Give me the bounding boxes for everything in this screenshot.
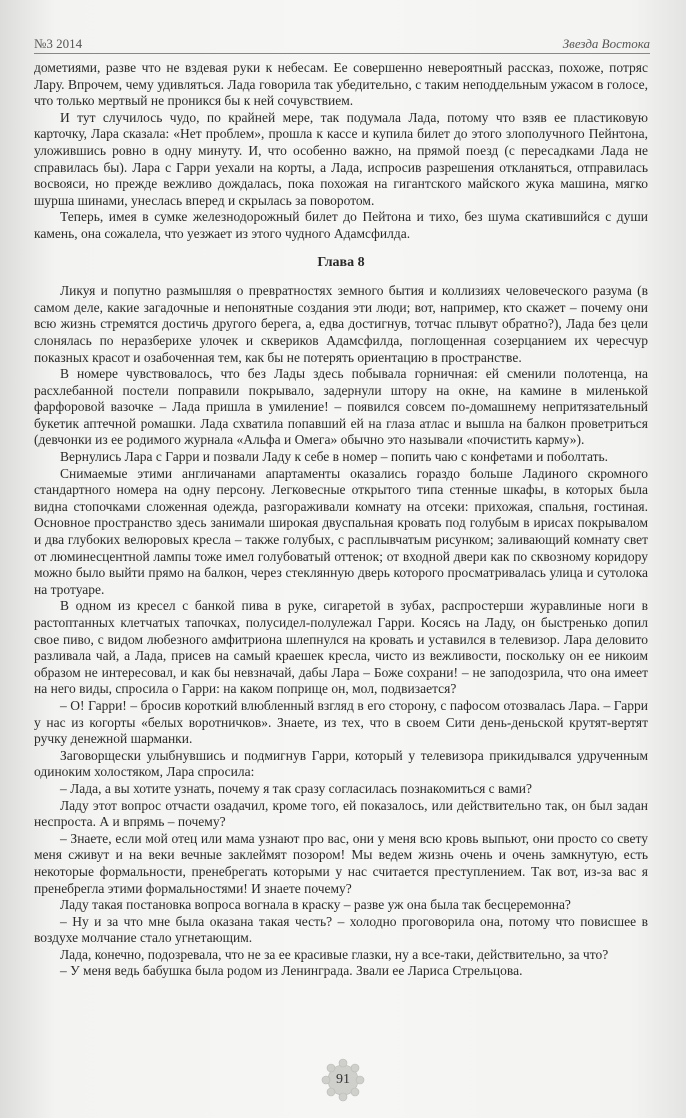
paragraph: Ладу этот вопрос отчасти озадачил, кроме того, ей показалось, или действительно так, он был задан неспроста. А и впрямь – почему? — [34, 797, 648, 830]
running-header — [34, 30, 650, 52]
paragraph: – У меня ведь бабушка была родом из Ленинграда. Звали ее Лариса Стрельцова. — [60, 963, 523, 979]
paragraph: – Лада, а вы хотите узнать, почему я так сразу согласилась познакомиться с вами? — [60, 780, 532, 796]
paragraph: Заговорщески улыбнувшись и подмигнув Гарри, который у телевизора прикидывался удрученным одиноким холостяком, Лара спросила: — [34, 747, 648, 780]
paragraph: В одном из кресел с банкой пива в руке, сигаретой в зубах, распростерши журавлиные ноги в растоптанных клетчатых тапочках, полусидел-полулежал Гарри. Косясь на Ладу, он быстренько допил свое пиво, с видом любезного амфитриона шлепнулся на кровать и уставился в телевизор. Лара деловито разливала чай, а Лада, присев на самый краешек кресла, чисто из вежливости, поскольку он ее никоим образом не интересовал, и как бы невзначай, дабы Лара – Боже сохрани! – не заподозрила, что она имеет на него виды, спросила о Гарри: на каком поприще он, мол, подвизается? — [34, 598, 648, 697]
paragraph: дометиями, разве что не вздевая руки к небесам. Ее совершенно невероятный рассказ, похоже, потряс Лару. Впрочем, чему удивляться. Лада говорила так убедительно, с таким неподдельным ужасом в голосе, что только мертвый не проникся бы к ней сочувствием. — [34, 60, 648, 109]
paragraph: Снимаемые этими англичанами апартаменты оказались гораздо больше Ладиного скромного стандартного номера на одну персону. Легковесные открытого типа стенные шкафы, в которых была видна стопочками сложенная одежда, разгораживали комнату на отсеки: прихожая, спальня, гостиная. Основное пространство здесь занимали широкая двуспальная кровать под голубым в ирисах покрывалом и два глубоких велюровых кресла – также голубых, с расплывчатым рисунком; заливающий комнату свет от люминесцентной лампы тоже имел голубоватый оттенок; от входной двери как по сквозному коридору можно было выйти прямо на балкон, через стеклянную дверь которого просматривалась улица и сутолока на тротуаре. — [34, 465, 648, 597]
paragraph: Ладу такая постановка вопроса вогнала в краску – разве уж она была так бесцеремонна? — [60, 897, 571, 913]
page-number: 91 — [336, 1072, 350, 1087]
paragraph: Теперь, имея в сумке железнодорожный билет до Пейтона и тихо, без шума скатившийся с души камень, она сожалела, что уезжает из этого чудного Адамсфилда. — [34, 209, 648, 241]
journal-title: Звезда Востока — [562, 36, 650, 51]
chapter-title: Глава 8 — [317, 254, 365, 270]
article-body — [34, 60, 648, 980]
paragraph: В номере чувствовалось, что без Лады здесь побывала горничная: ей сменили полотенца, на расхлебанной постели поправили покрывало, задернули штору на окне, на камине в миленькой фарфоровой вазочке – Лада пришла в умиление! – появился совсем по-домашнему непритязательный букетик аптечной ромашки. Лада схватила попавший ей на глаза атлас и вышла на балкон проветриться (девчонки из ее родимого журнала «Альфа и Омега» обычно это называли «почистить карму»). — [34, 366, 648, 448]
paragraph: – О! Гарри! – бросив короткий влюбленный взгляд в его сторону, с пафосом отозвалась Лара. – Гарри у нас из когорты «белых воротничков». Знаете, из тех, что в своем Сити день-деньской крутят-вертят ручку денежной шарманки. — [34, 697, 648, 747]
paragraph: Вернулись Лара с Гарри и позвали Ладу к себе в номер – попить чаю с конфетами и поболтать. — [60, 449, 609, 465]
paragraph: И тут случилось чудо, по крайней мере, так подумала Лада, потому что взяв ее пластиковую карточку, Лара сказала: «Нет проблем», прошла к кассе и купила билет до этого злополучного Пейнтона, уложившись ровно в одну минуту. И, что особенно важно, на прямой поезд (с пересадками Лада не справилась бы). Лара с Гарри уехали на корты, а Лада, испросив разрешения откланяться, отправилась восвояси, но прежде вежливо дождалась, пока похожая на гигантского майского жука машина, мягко шурша шинами, унеслась вперед и скрылась за поворотом. — [34, 109, 648, 208]
paragraph: – Ну и за что мне была оказана такая честь? – холодно проговорила она, потому что повисшее в воздухе молчание стало угнетающим. — [34, 913, 648, 946]
page-number-badge — [321, 1058, 365, 1102]
header-rule — [34, 53, 650, 54]
paragraph: Лада, конечно, подозревала, что не за ее красивые глазки, ну а все-таки, действительно, за что? — [60, 946, 609, 962]
paragraph: Ликуя и попутно размышляя о превратностях земного бытия и коллизиях человеческого разума (в самом деле, какие загадочные и непонятные создания эти люди; вот, например, кто скажет – почему они всю жизнь стремятся достичь другого берега, а, едва достигнув, тотчас плывут обратно?), Лада без цели слонялась по неразберихе улочек и сквериков Адамсфилда, поглощенная созерцанием их чересчур показных красот и озабоченная тем, как бы не потерять ориентацию в пространстве. — [34, 283, 648, 365]
issue-label: №3 2014 — [34, 36, 83, 51]
paragraph: – Знаете, если мой отец или мама узнают про вас, они у меня всю кровь выпьют, они просто со свету меня сживут и на веки вечные заклеймят позором! Мы ведем жизнь очень и очень замкнутую, есть некоторые формальности, пренебрегать которыми у нас считается преступлением. Так вот, из-за вас я пренебрегла этими формальностями! И знаете почему? — [34, 830, 648, 896]
